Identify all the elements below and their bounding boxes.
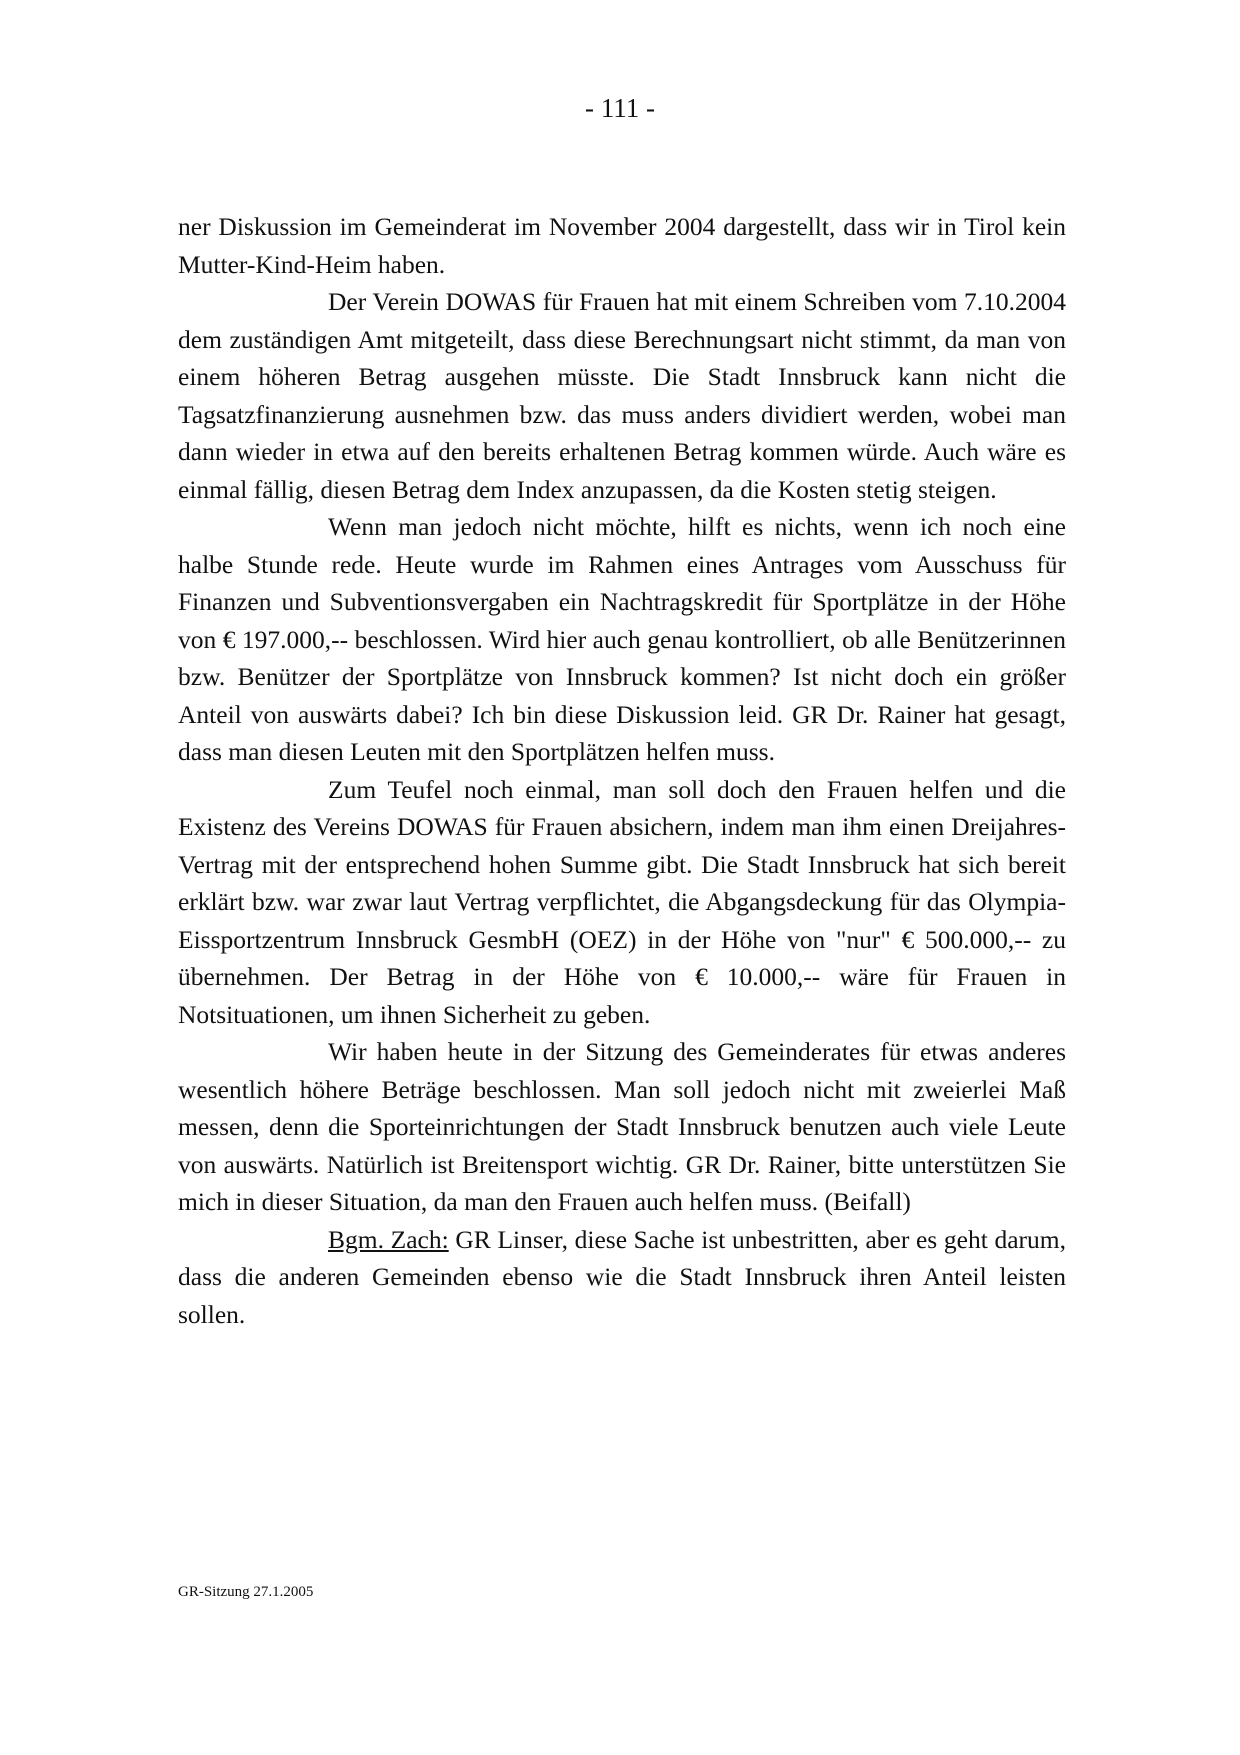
speaker-name: Bgm. Zach: — [328, 1224, 449, 1254]
paragraph-speaker-statement — [178, 1221, 1066, 1334]
paragraph: Der Verein DOWAS für Frauen hat mit einem Schreiben vom 7.10.2004 dem zuständigen Amt mitgeteilt, dass diese Berechnungsart nicht stimmt, da man von einem höheren Betrag ausgehen müsste. Die Stadt Innsbruck kann nicht die Tagsatzfinanzierung ausnehmen bzw. das muss anders dividiert werden, wobei man dann wieder in etwa auf den bereits erhaltenen Betrag kommen würde. Auch wäre es einmal fällig, diesen Betrag dem Index anzupassen, da die Kosten stetig steigen. — [178, 287, 1066, 504]
page-number: - 111 - — [585, 93, 655, 123]
paragraph: Wenn man jedoch nicht möchte, hilft es nichts, wenn ich noch eine halbe Stunde rede. Heute wurde im Rahmen eines Antrages vom Ausschuss für Finanzen und Subventionsvergaben ein Nachtragskredit für Sportplätze in der Höhe von € 197.000,-- beschlossen. Wird hier auch genau kontrolliert, ob alle Benützerinnen bzw. Benützer der Sportplätze von Innsbruck kommen? Ist nicht doch ein größer Anteil von auswärts dabei? Ich bin diese Diskussion leid. GR Dr. Rainer hat gesagt, dass man diesen Leuten mit den Sportplätzen helfen muss. — [178, 512, 1066, 766]
paragraph: Wir haben heute in der Sitzung des Gemeinderates für etwas anderes wesentlich höhere Beträge beschlossen. Man soll jedoch nicht mit zweierlei Maß messen, denn die Sporteinrichtungen der Stadt Innsbruck benutzen auch viele Leute von auswärts. Natürlich ist Breitensport wichtig. GR Dr. Rainer, bitte unterstützen Sie mich in dieser Situation, da man den Frauen auch helfen muss. (Beifall) — [178, 1037, 1066, 1216]
paragraph-continuation: ner Diskussion im Gemeinderat im November 2004 dargestellt, dass wir in Tirol kein Mutter-Kind-Heim haben. — [178, 212, 1066, 279]
paragraph: Zum Teufel noch einmal, man soll doch den Frauen helfen und die Existenz des Vereins DOWAS für Frauen absichern, indem man ihm einen Dreijahres-Vertrag mit der entsprechend hohen Summe gibt. Die Stadt Innsbruck hat sich bereit erklärt bzw. war zwar laut Vertrag verpflichtet, die Abgangsdeckung für das Olympia-Eissportzentrum Innsbruck GesmbH (OEZ) in der Höhe von "nur" € 500.000,-- zu übernehmen. Der Betrag in der Höhe von € 10.000,-- wäre für Frauen in Notsituationen, um ihnen Sicherheit zu geben. — [178, 774, 1066, 1029]
footer-session-label: GR-Sitzung 27.1.2005 — [178, 1584, 314, 1600]
speaker-text: GR Linser, diese Sache ist unbestritten, aber es geht darum, dass die anderen Gemeinden ebenso wie die Stadt Innsbruck ihren Anteil leisten sollen. — [178, 1224, 1066, 1329]
document-body — [178, 208, 1066, 1333]
